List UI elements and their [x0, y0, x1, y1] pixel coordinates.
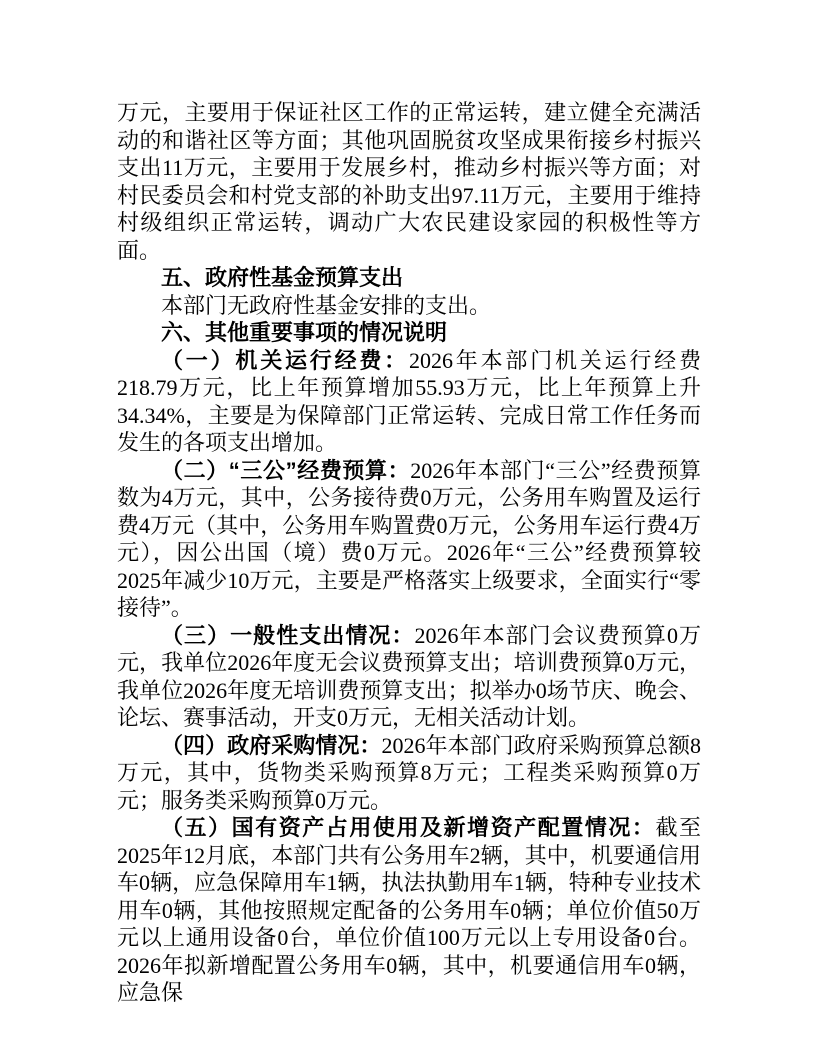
paragraph-item-2 [117, 457, 701, 622]
item-5-lead-label: （五）国有资产占用使用及新增资产配置情况： [161, 815, 656, 840]
item-1-body-text: 2026年本部门机关运行经费218.79万元，比上年预算增加55.93万元，比上年预算上升34.34%，主要是为保障部门正常运转、完成日常工作任务而发生的各项支出增加。 [117, 347, 701, 455]
section-heading-five: 五、政府性基金预算支出 [161, 265, 404, 290]
document-body [117, 99, 701, 1007]
paragraph-item-5 [117, 814, 701, 1007]
item-5-body-text: 截至2025年12月底，本部门共有公务用车2辆，其中，机要通信用车0辆，应急保障用车1辆，执法执勤用车1辆，特种专业技术用车0辆，其他按照规定配备的公务用车0辆；单位价值50万元以上通用设备0台，单位价值100万元以上专用设备0台。2026年拟新增配置公务用车0辆，其中，机要通信用车0辆，应急保 [117, 815, 701, 1005]
item-4-body-text: 2026年本部门政府采购预算总额8万元，其中，货物类采购预算8万元；工程类采购预算0万元；服务类采购预算0万元。 [117, 732, 701, 813]
paragraph-item-4 [117, 732, 701, 815]
item-1-lead-label: （一）机关运行经费： [161, 347, 409, 373]
item-3-body-text: 2026年本部门会议费预算0万元，我单位2026年度无会议费预算支出；培训费预算0万元，我单位2026年度无培训费预算支出；拟举办0场节庆、晚会、论坛、赛事活动，开支0万元，无相关活动计划。 [117, 622, 701, 730]
item-2-body-text: 2026年本部门“三公”经费预算数为4万元，其中，公务接待费0万元，公务用车购置及运行费4万元（其中，公务用车购置费0万元，公务用车运行费4万元），因公出国（境）费0万元。2026年“三公”经费预算较2025年减少10万元，主要是严格落实上级要求，全面实行“零接待”。 [117, 457, 701, 620]
item-2-lead-label: （二）“三公”经费预算： [161, 457, 411, 483]
paragraph-item-3 [117, 622, 701, 732]
paragraph-no-gov-fund: 本部门无政府性基金安排的支出。 [161, 292, 492, 318]
item-3-lead-label: （三）一般性支出情况： [161, 622, 415, 648]
item-4-lead-label: （四）政府采购情况： [161, 732, 382, 758]
paragraph-continuation: 万元，主要用于保证社区工作的正常运转，建立健全充满活动的和谐社区等方面；其他巩固脱贫攻坚成果衔接乡村振兴支出11万元，主要用于发展乡村，推动乡村振兴等方面；对村民委员会和村党支部的补助支出97.11万元，主要用于维持村级组织正常运转，调动广大农民建设家园的积极性等方面。 [117, 100, 701, 263]
section-heading-six: 六、其他重要事项的情况说明 [161, 320, 448, 345]
paragraph-item-1 [117, 347, 701, 457]
